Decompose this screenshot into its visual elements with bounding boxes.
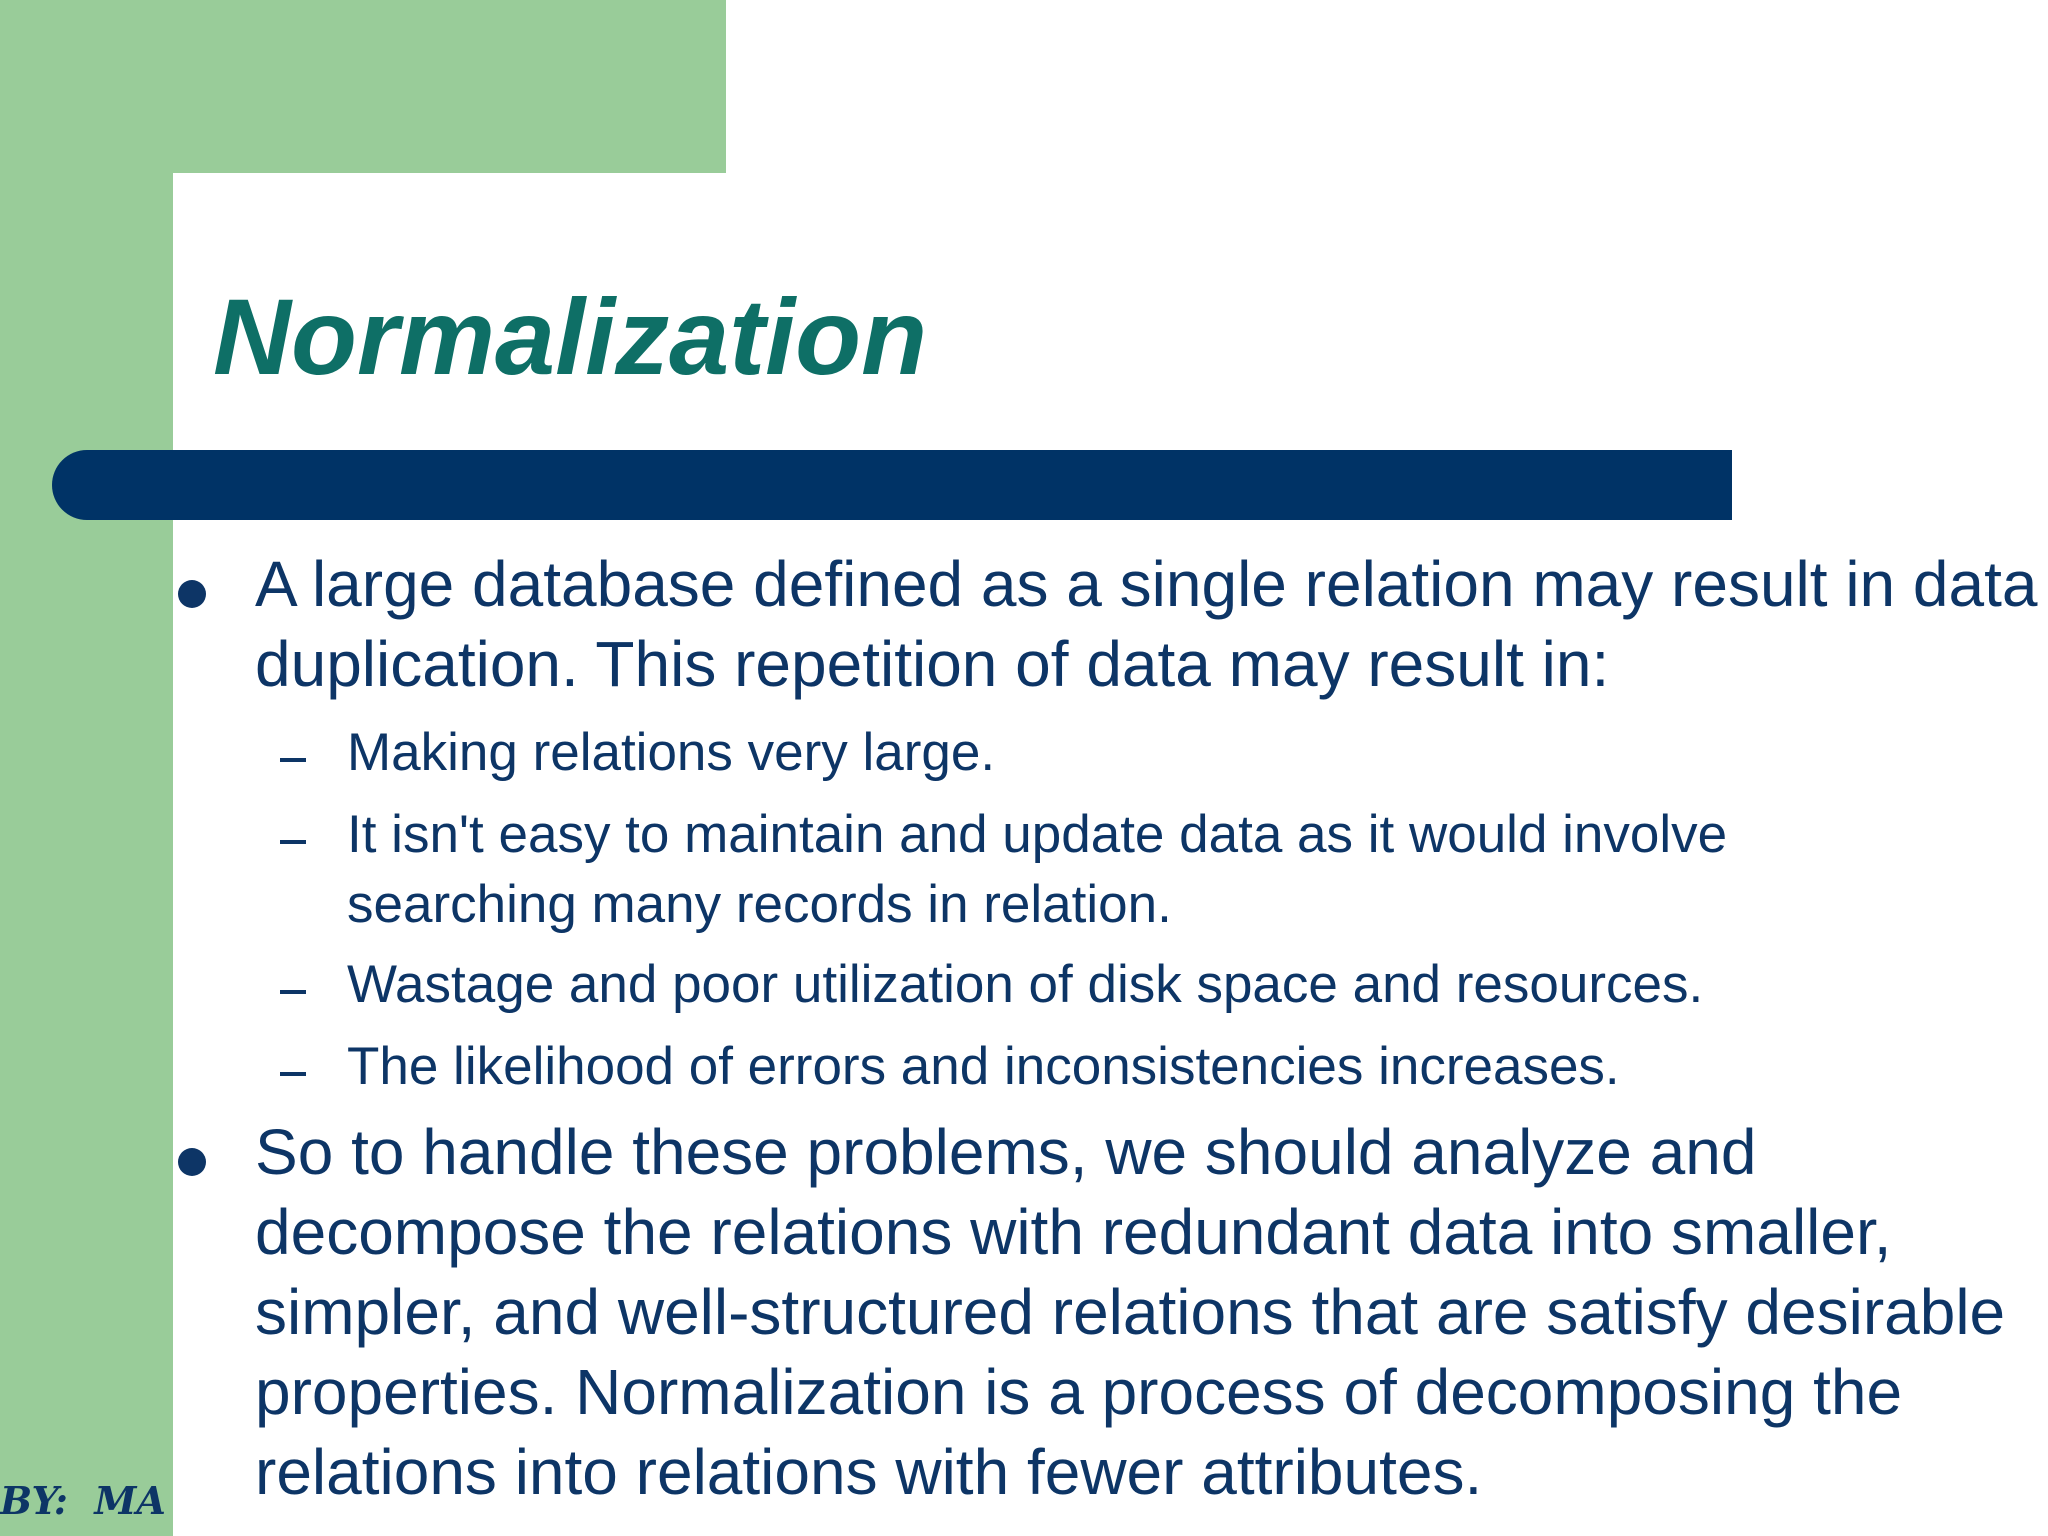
subitem-text: Making relations very large. bbox=[347, 723, 996, 782]
bullet-text: A large database defined as a single relation may result in data duplication. This repetition of data may result in: bbox=[255, 548, 2038, 700]
subitem-text: It isn't easy to maintain and update data as it would involve searching many records in relation. bbox=[347, 805, 1728, 934]
slide-title: Normalization bbox=[213, 276, 928, 397]
bullet-marker bbox=[178, 580, 206, 608]
subitem-text: The likelihood of errors and inconsistencies increases. bbox=[347, 1037, 1620, 1096]
dash-marker bbox=[280, 1072, 306, 1076]
dash-marker bbox=[280, 990, 306, 994]
bullet-marker bbox=[178, 1148, 206, 1176]
dash-marker bbox=[280, 840, 306, 844]
bullet-text: So to handle these problems, we should analyze and decompose the relations with redundant data into smaller, simpler, and well-structured relations that are satisfy desirable properties. Normalization is a process of decomposing the relations into relations with fewer attributes. bbox=[255, 1116, 2006, 1508]
subitem-text: Wastage and poor utilization of disk space and resources. bbox=[347, 955, 1704, 1014]
dash-marker bbox=[280, 758, 306, 762]
footer-signature: BY: MA bbox=[0, 1478, 166, 1523]
